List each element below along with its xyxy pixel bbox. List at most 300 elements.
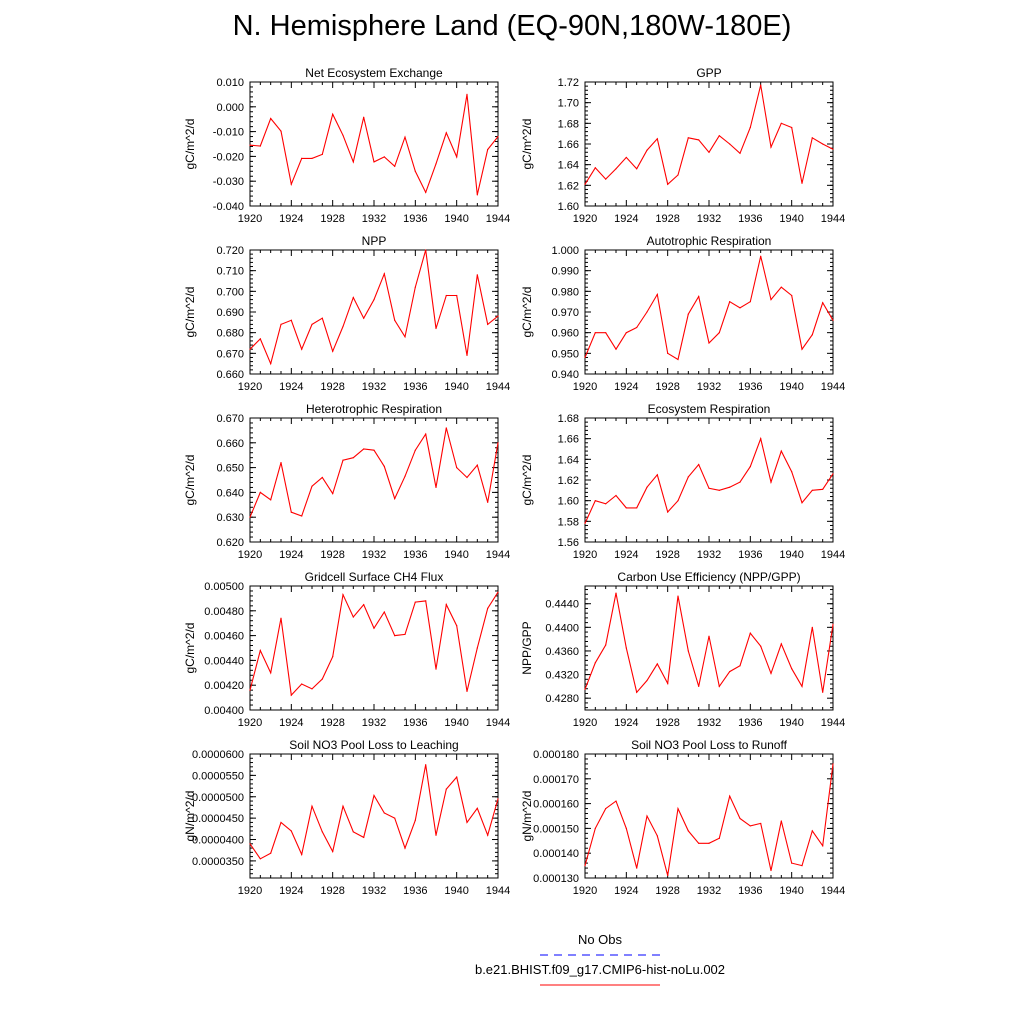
data-point (832, 763, 833, 764)
data-point (291, 695, 292, 696)
data-point (425, 600, 426, 601)
data-point (781, 287, 782, 288)
data-point (605, 808, 606, 809)
data-point (373, 450, 374, 451)
x-tick-label: 1944 (485, 885, 511, 897)
plot-frame (250, 250, 498, 374)
data-point (270, 118, 271, 119)
y-tick-label: 0.4400 (545, 622, 579, 635)
data-point (404, 847, 405, 848)
data-point (311, 688, 312, 689)
x-tick-label: 1936 (403, 717, 428, 729)
y-tick-label: 0.980 (551, 286, 579, 299)
y-tick-label: 0.670 (216, 413, 244, 425)
data-point (739, 307, 740, 308)
data-point (791, 668, 792, 669)
data-point (615, 801, 616, 802)
data-point (626, 332, 627, 333)
y-tick-label: 0.940 (551, 369, 579, 381)
data-point (636, 507, 637, 508)
data-point (677, 500, 678, 501)
series-line (585, 85, 833, 184)
data-point (353, 161, 354, 162)
x-tick-label: 1928 (320, 381, 345, 393)
data-point (487, 149, 488, 150)
y-tick-label: 0.0000550 (192, 770, 244, 783)
data-point (466, 691, 467, 692)
data-point (260, 650, 261, 651)
data-point (249, 843, 250, 844)
data-point (760, 438, 761, 439)
plot-frame (250, 418, 498, 542)
y-tick-label: 0.0000350 (192, 855, 244, 868)
data-point (270, 853, 271, 854)
panel-title: Soil NO3 Pool Loss to Runoff (631, 738, 787, 752)
y-axis-label: gC/m^2/d (183, 622, 197, 674)
data-point (595, 662, 596, 663)
data-point (719, 490, 720, 491)
data-point (605, 179, 606, 180)
data-point (260, 858, 261, 859)
data-point (595, 332, 596, 333)
data-point (812, 490, 813, 491)
x-tick-label: 1936 (738, 717, 763, 729)
data-point (636, 867, 637, 868)
x-tick-label: 1936 (403, 213, 428, 225)
x-tick-label: 1936 (738, 381, 763, 393)
data-point (301, 515, 302, 516)
y-tick-label: 0.970 (551, 307, 579, 319)
data-point (781, 450, 782, 451)
x-tick-label: 1940 (444, 213, 469, 225)
plot-frame (250, 586, 498, 710)
data-point (677, 808, 678, 809)
data-point (770, 147, 771, 148)
x-tick-label: 1924 (614, 381, 639, 393)
data-point (363, 448, 364, 449)
data-point (646, 680, 647, 681)
x-tick-label: 1928 (655, 885, 680, 897)
x-tick-label: 1944 (485, 381, 511, 393)
plot-frame (250, 754, 498, 878)
x-tick-label: 1924 (279, 717, 304, 729)
data-point (791, 127, 792, 128)
x-tick-label: 1936 (403, 549, 428, 561)
data-point (832, 320, 833, 321)
y-tick-label: 1.68 (557, 118, 579, 131)
data-point (760, 646, 761, 647)
x-tick-label: 1940 (779, 717, 804, 729)
data-point (646, 487, 647, 488)
series-line (250, 592, 498, 695)
data-point (739, 818, 740, 819)
data-point (342, 806, 343, 807)
chart-panel-9 (183, 738, 510, 897)
data-point (291, 320, 292, 321)
x-tick-label: 1932 (696, 381, 722, 393)
data-point (322, 477, 323, 478)
x-tick-label: 1944 (485, 549, 511, 561)
x-tick-label: 1924 (614, 213, 639, 225)
x-tick-label: 1928 (655, 381, 680, 393)
series-line (585, 764, 833, 876)
y-tick-label: 0.950 (551, 348, 579, 361)
data-point (801, 349, 802, 350)
x-tick-label: 1944 (485, 213, 511, 225)
data-point (456, 295, 457, 296)
data-point (770, 481, 771, 482)
y-tick-label: 0.620 (216, 537, 244, 549)
data-point (667, 683, 668, 684)
data-point (394, 635, 395, 636)
data-point (822, 692, 823, 693)
y-tick-label: 1.62 (557, 180, 579, 193)
data-point (822, 845, 823, 846)
y-tick-label: 0.990 (551, 265, 579, 278)
y-tick-label: 0.640 (216, 487, 244, 500)
data-point (791, 863, 792, 864)
data-point (456, 467, 457, 468)
chart-panel-10 (520, 738, 845, 897)
y-tick-label: 0.650 (216, 462, 244, 475)
data-point (477, 194, 478, 195)
data-point (791, 295, 792, 296)
data-point (698, 843, 699, 844)
data-point (760, 823, 761, 824)
data-point (595, 828, 596, 829)
x-tick-label: 1940 (444, 717, 469, 729)
x-tick-label: 1920 (572, 381, 598, 393)
y-tick-label: 0.670 (216, 348, 244, 361)
y-tick-label: 1.60 (557, 495, 579, 508)
x-tick-label: 1944 (485, 717, 511, 729)
x-tick-label: 1936 (738, 549, 763, 561)
data-point (301, 683, 302, 684)
x-tick-label: 1920 (237, 549, 263, 561)
data-point (667, 184, 668, 185)
data-point (301, 854, 302, 855)
data-point (688, 476, 689, 477)
data-point (636, 692, 637, 693)
data-point (657, 835, 658, 836)
data-point (750, 466, 751, 467)
data-point (832, 624, 833, 625)
y-tick-label: 0.660 (216, 369, 244, 381)
x-tick-label: 1940 (779, 549, 804, 561)
y-tick-label: 1.56 (557, 537, 579, 549)
x-tick-label: 1940 (444, 381, 469, 393)
data-point (801, 183, 802, 184)
x-tick-label: 1924 (279, 381, 304, 393)
data-point (770, 870, 771, 871)
y-axis-label: gC/m^2/d (183, 118, 197, 170)
data-point (615, 168, 616, 169)
panel-title: Autotrophic Respiration (646, 234, 772, 248)
data-point (657, 294, 658, 295)
data-point (342, 594, 343, 595)
y-axis-label: gN/m^2/d (183, 790, 197, 842)
y-tick-label: 0.4440 (545, 598, 579, 611)
data-point (822, 302, 823, 303)
data-point (373, 161, 374, 162)
page-title: N. Hemisphere Land (EQ-90N,180W-180E) (232, 10, 792, 42)
y-axis-label: NPP/GPP (520, 621, 534, 675)
data-point (425, 434, 426, 435)
y-tick-label: 1.64 (557, 454, 579, 467)
data-point (584, 523, 585, 524)
legend-label-obs: No Obs (577, 932, 623, 947)
data-point (739, 481, 740, 482)
data-point (615, 349, 616, 350)
data-point (342, 326, 343, 327)
x-tick-label: 1936 (738, 885, 763, 897)
data-point (487, 608, 488, 609)
data-point (801, 865, 802, 866)
data-point (384, 156, 385, 157)
data-point (646, 150, 647, 151)
x-tick-label: 1932 (361, 381, 387, 393)
y-tick-label: 0.720 (216, 245, 244, 257)
data-point (363, 604, 364, 605)
data-point (322, 831, 323, 832)
data-point (719, 838, 720, 839)
data-point (425, 192, 426, 193)
data-point (435, 163, 436, 164)
data-point (698, 139, 699, 140)
data-point (822, 143, 823, 144)
data-point (415, 450, 416, 451)
data-point (750, 301, 751, 302)
x-tick-label: 1940 (779, 213, 804, 225)
y-tick-label: 0.000150 (533, 823, 579, 836)
data-point (415, 602, 416, 603)
y-tick-label: 1.64 (557, 159, 579, 172)
data-point (770, 673, 771, 674)
data-point (497, 442, 498, 443)
data-point (435, 487, 436, 488)
x-tick-label: 1944 (820, 213, 846, 225)
legend (0, 930, 1024, 1000)
data-point (291, 830, 292, 831)
data-point (249, 145, 250, 146)
x-tick-label: 1936 (403, 885, 428, 897)
x-tick-label: 1932 (361, 885, 387, 897)
y-tick-label: 0.680 (216, 327, 244, 340)
data-point (626, 507, 627, 508)
x-tick-label: 1924 (279, 549, 304, 561)
y-tick-label: 1.66 (557, 433, 579, 446)
panel-title: Ecosystem Respiration (647, 402, 771, 416)
legend-label-model: b.e21.BHIST.f09_g17.CMIP6-hist-noLu.002 (474, 962, 726, 977)
y-tick-label: 0.0000400 (192, 834, 244, 847)
y-axis-label: gC/m^2/d (520, 286, 534, 338)
data-point (384, 611, 385, 612)
x-tick-label: 1928 (320, 885, 345, 897)
y-tick-label: 1.70 (557, 97, 579, 110)
data-point (832, 149, 833, 150)
panel-title: NPP (361, 234, 387, 248)
data-point (404, 336, 405, 337)
data-point (708, 636, 709, 637)
x-tick-label: 1940 (444, 885, 469, 897)
data-point (667, 353, 668, 354)
series-line (585, 439, 833, 524)
chart-panel-2 (520, 66, 845, 225)
plot-frame (585, 418, 833, 542)
data-point (801, 686, 802, 687)
data-point (322, 154, 323, 155)
x-tick-label: 1932 (696, 885, 722, 897)
chart-panel-4 (520, 234, 845, 393)
data-point (497, 316, 498, 317)
data-point (646, 815, 647, 816)
data-point (739, 153, 740, 154)
x-tick-label: 1940 (444, 549, 469, 561)
data-point (781, 820, 782, 821)
chart-panel-7 (183, 570, 510, 729)
data-point (291, 184, 292, 185)
data-point (497, 136, 498, 137)
data-point (719, 332, 720, 333)
y-tick-label: 0.660 (216, 437, 244, 450)
data-point (249, 690, 250, 691)
y-tick-label: 0.00460 (204, 630, 244, 643)
data-point (280, 822, 281, 823)
data-point (688, 313, 689, 314)
data-point (311, 486, 312, 487)
data-point (425, 764, 426, 765)
data-point (487, 835, 488, 836)
plot-frame (250, 82, 498, 206)
x-tick-label: 1920 (572, 885, 598, 897)
y-tick-label: 1.000 (551, 245, 579, 257)
chart-panel-3 (183, 234, 510, 393)
data-point (791, 471, 792, 472)
x-tick-label: 1932 (361, 549, 387, 561)
data-point (626, 647, 627, 648)
data-point (477, 647, 478, 648)
y-tick-label: 1.68 (557, 413, 579, 425)
data-point (667, 875, 668, 876)
data-point (677, 359, 678, 360)
data-point (729, 671, 730, 672)
data-point (384, 812, 385, 813)
y-tick-label: -0.040 (212, 201, 244, 213)
x-tick-label: 1936 (738, 213, 763, 225)
data-point (425, 249, 426, 250)
data-point (729, 301, 730, 302)
data-point (760, 85, 761, 86)
x-tick-label: 1920 (572, 213, 598, 225)
x-tick-label: 1928 (320, 717, 345, 729)
data-point (332, 851, 333, 852)
data-point (708, 843, 709, 844)
y-tick-label: -0.020 (212, 151, 244, 164)
y-tick-label: 0.700 (216, 286, 244, 299)
data-point (729, 143, 730, 144)
y-tick-label: 0.000170 (533, 773, 579, 786)
series-line (585, 256, 833, 359)
data-point (280, 462, 281, 463)
data-point (708, 342, 709, 343)
data-point (456, 625, 457, 626)
x-tick-label: 1940 (779, 885, 804, 897)
y-tick-label: -0.030 (212, 176, 244, 189)
x-tick-label: 1944 (820, 717, 846, 729)
data-point (394, 166, 395, 167)
data-point (812, 627, 813, 628)
data-point (301, 158, 302, 159)
data-point (781, 643, 782, 644)
y-tick-label: 0.000 (216, 101, 244, 114)
chart-panel-5 (183, 402, 510, 561)
data-point (584, 689, 585, 690)
data-point (781, 123, 782, 124)
data-point (595, 500, 596, 501)
x-tick-label: 1932 (696, 549, 722, 561)
chart-panel-6 (520, 402, 845, 561)
data-point (466, 94, 467, 95)
data-point (729, 487, 730, 488)
y-tick-label: 0.0000600 (192, 749, 244, 761)
data-point (394, 498, 395, 499)
x-tick-label: 1924 (614, 717, 639, 729)
y-tick-label: 0.4360 (545, 645, 579, 658)
y-axis-label: gC/m^2/d (520, 454, 534, 506)
data-point (249, 517, 250, 518)
y-tick-label: 0.710 (216, 265, 244, 278)
data-point (615, 495, 616, 496)
data-point (446, 295, 447, 296)
data-point (332, 351, 333, 352)
data-point (466, 355, 467, 356)
x-tick-label: 1936 (403, 381, 428, 393)
data-point (353, 616, 354, 617)
data-point (280, 618, 281, 619)
x-tick-label: 1928 (655, 549, 680, 561)
data-point (394, 320, 395, 321)
data-point (605, 503, 606, 504)
data-point (719, 135, 720, 136)
data-point (394, 818, 395, 819)
data-point (456, 776, 457, 777)
data-point (812, 137, 813, 138)
data-point (446, 427, 447, 428)
data-point (677, 595, 678, 596)
data-point (280, 131, 281, 132)
data-point (626, 828, 627, 829)
data-point (322, 678, 323, 679)
data-point (353, 297, 354, 298)
data-point (415, 171, 416, 172)
x-tick-label: 1944 (820, 885, 846, 897)
x-tick-label: 1920 (572, 549, 598, 561)
x-tick-label: 1932 (696, 717, 722, 729)
y-axis-label: gC/m^2/d (520, 118, 534, 170)
data-point (332, 656, 333, 657)
y-tick-label: 0.000160 (533, 798, 579, 811)
data-point (688, 137, 689, 138)
data-point (605, 332, 606, 333)
data-point (487, 324, 488, 325)
data-point (719, 686, 720, 687)
y-tick-label: 0.00440 (204, 655, 244, 668)
data-point (750, 825, 751, 826)
data-point (260, 145, 261, 146)
data-point (646, 311, 647, 312)
data-point (698, 464, 699, 465)
data-point (260, 338, 261, 339)
